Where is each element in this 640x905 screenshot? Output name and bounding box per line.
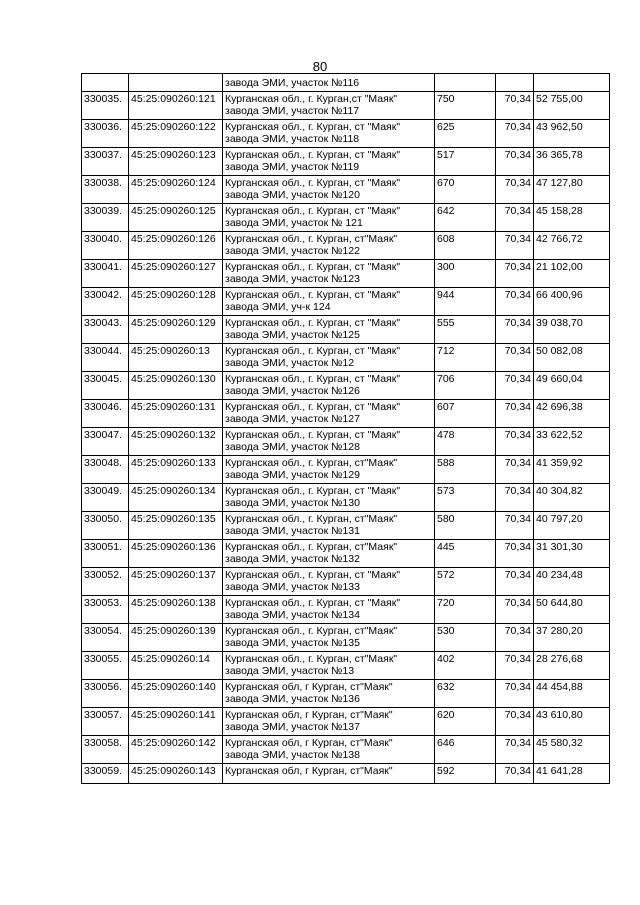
cell-area — [435, 74, 496, 92]
cell-area: 706 — [435, 372, 496, 400]
cell-cost: 45 580,32 — [534, 736, 610, 764]
cell-cost: 66 400,96 — [534, 288, 610, 316]
cell-address — [223, 456, 435, 484]
table-row — [82, 400, 610, 428]
cell-number: 330056. — [82, 680, 129, 708]
table-row — [82, 204, 610, 232]
cell-cost: 37 280,20 — [534, 624, 610, 652]
cell-area: 402 — [435, 652, 496, 680]
table-row — [82, 344, 610, 372]
cell-rate: 70,34 — [496, 120, 534, 148]
cell-address — [223, 372, 435, 400]
cell-cost: 31 301,30 — [534, 540, 610, 568]
cell-address — [223, 232, 435, 260]
address-line-2: завода ЭМИ, участок №130 — [225, 497, 360, 509]
cell-address — [223, 92, 435, 120]
address-line-2: завода ЭМИ, участок №122 — [225, 245, 360, 257]
cell-number: 330053. — [82, 596, 129, 624]
address-line-1: Курганская обл., г. Курган, ст "Маяк" — [225, 149, 401, 161]
cell-cadastral: 45:25:090260:140 — [129, 680, 223, 708]
address-line-2: завода ЭМИ, участок №134 — [225, 609, 360, 621]
address-line-2: завода ЭМИ, участок №135 — [225, 637, 360, 649]
table-row — [82, 288, 610, 316]
cell-number: 330055. — [82, 652, 129, 680]
cell-rate: 70,34 — [496, 456, 534, 484]
address-line-1: Курганская обл., г. Курган, ст "Маяк" — [225, 205, 401, 217]
cell-address — [223, 652, 435, 680]
address-line-2: завода ЭМИ, уч-к 124 — [225, 301, 331, 313]
cell-rate: 70,34 — [496, 540, 534, 568]
cell-cadastral: 45:25:090260:135 — [129, 512, 223, 540]
cell-address — [223, 120, 435, 148]
table-row — [82, 92, 610, 120]
cell-cost: 21 102,00 — [534, 260, 610, 288]
cell-rate: 70,34 — [496, 708, 534, 736]
cell-address — [223, 204, 435, 232]
cell-address — [223, 176, 435, 204]
address-line-1: Курганская обл., г. Курган, ст "Маяк" — [225, 485, 401, 497]
cell-area: 720 — [435, 596, 496, 624]
address-line-1: Курганская обл., г. Курган,ст "Маяк" — [225, 93, 398, 105]
cell-number: 330036. — [82, 120, 129, 148]
cell-cadastral — [129, 74, 223, 92]
cell-rate: 70,34 — [496, 568, 534, 596]
cell-rate: 70,34 — [496, 680, 534, 708]
address-line-1: Курганская обл., г. Курган, ст"Маяк" — [225, 233, 398, 245]
address-line-2: завода ЭМИ, участок №136 — [225, 693, 360, 705]
address-line-2: завода ЭМИ, участок №120 — [225, 189, 360, 201]
table-row — [82, 568, 610, 596]
address-line-2: завода ЭМИ, участок №125 — [225, 329, 360, 341]
table-row — [82, 540, 610, 568]
address-line-2: завода ЭМИ, участок №118 — [225, 133, 360, 145]
cell-cost: 47 127,80 — [534, 176, 610, 204]
table-row — [82, 512, 610, 540]
cell-cadastral: 45:25:090260:125 — [129, 204, 223, 232]
address-line-1: Курганская обл., г. Курган, ст "Маяк" — [225, 345, 401, 357]
cell-cost: 28 276,68 — [534, 652, 610, 680]
address-line-2: завода ЭМИ, участок №117 — [225, 105, 360, 117]
cell-address — [223, 428, 435, 456]
cell-rate — [496, 74, 534, 92]
cell-rate: 70,34 — [496, 484, 534, 512]
cell-cost: 42 696,38 — [534, 400, 610, 428]
cell-cost: 41 641,28 — [534, 764, 610, 784]
cell-address — [223, 540, 435, 568]
cell-address — [223, 400, 435, 428]
cell-address — [223, 708, 435, 736]
address-line-1: Курганская обл, г Курган, ст"Маяк" — [225, 737, 393, 749]
cell-cadastral: 45:25:090260:130 — [129, 372, 223, 400]
cell-cadastral: 45:25:090260:131 — [129, 400, 223, 428]
cell-number: 330041. — [82, 260, 129, 288]
address-line-2: завода ЭМИ, участок №137 — [225, 721, 360, 733]
cell-rate: 70,34 — [496, 400, 534, 428]
cell-number: 330046. — [82, 400, 129, 428]
cell-cost: 43 962,50 — [534, 120, 610, 148]
cell-area: 607 — [435, 400, 496, 428]
cell-cadastral: 45:25:090260:122 — [129, 120, 223, 148]
cell-area: 944 — [435, 288, 496, 316]
cell-number: 330045. — [82, 372, 129, 400]
cell-cost: 44 454,88 — [534, 680, 610, 708]
cell-cost: 52 755,00 — [534, 92, 610, 120]
cell-area: 632 — [435, 680, 496, 708]
cell-number: 330058. — [82, 736, 129, 764]
address-line-1: Курганская обл., г. Курган, ст "Маяк" — [225, 401, 401, 413]
cell-number: 330038. — [82, 176, 129, 204]
cell-number: 330047. — [82, 428, 129, 456]
cell-address: завода ЭМИ, участок №116 — [223, 74, 435, 92]
cell-cadastral: 45:25:090260:132 — [129, 428, 223, 456]
address-line-1: Курганская обл., г. Курган, ст"Маяк" — [225, 513, 398, 525]
cell-rate: 70,34 — [496, 204, 534, 232]
address-line-1: Курганская обл., г. Курган, ст"Маяк" — [225, 541, 398, 553]
cell-area: 572 — [435, 568, 496, 596]
cell-number: 330037. — [82, 148, 129, 176]
cell-address — [223, 680, 435, 708]
cell-number: 330050. — [82, 512, 129, 540]
address-line-1: Курганская обл., г. Курган, ст "Маяк" — [225, 121, 401, 133]
cell-cadastral: 45:25:090260:133 — [129, 456, 223, 484]
cell-cadastral: 45:25:090260:138 — [129, 596, 223, 624]
cell-cadastral: 45:25:090260:136 — [129, 540, 223, 568]
address-line-2: завода ЭМИ, участок №12 — [225, 357, 355, 369]
table-row — [82, 456, 610, 484]
cell-number: 330049. — [82, 484, 129, 512]
table-row — [82, 372, 610, 400]
cell-area: 445 — [435, 540, 496, 568]
cell-area: 517 — [435, 148, 496, 176]
cell-cost: 41 359,92 — [534, 456, 610, 484]
address-line-2: завода ЭМИ, участок №138 — [225, 749, 360, 761]
address-line-2: завода ЭМИ, участок №132 — [225, 553, 360, 565]
cell-cadastral: 45:25:090260:137 — [129, 568, 223, 596]
table-body — [82, 74, 610, 784]
cell-address — [223, 512, 435, 540]
table-row — [82, 764, 610, 784]
cell-address — [223, 568, 435, 596]
cell-area: 592 — [435, 764, 496, 784]
cell-number: 330054. — [82, 624, 129, 652]
address-line-2: завода ЭМИ, участок №131 — [225, 525, 360, 537]
cell-cost: 49 660,04 — [534, 372, 610, 400]
table-row — [82, 736, 610, 764]
cell-area: 620 — [435, 708, 496, 736]
cell-address — [223, 260, 435, 288]
address-line-1: Курганская обл., г. Курган, ст"Маяк" — [225, 457, 398, 469]
cell-cost: 40 304,82 — [534, 484, 610, 512]
address-line-1: Курганская обл., г. Курган, ст "Маяк" — [225, 597, 401, 609]
cell-area: 573 — [435, 484, 496, 512]
cell-rate: 70,34 — [496, 288, 534, 316]
address-line-2: завода ЭМИ, участок №13 — [225, 665, 355, 677]
cell-address — [223, 764, 435, 784]
cell-area: 580 — [435, 512, 496, 540]
cell-number: 330042. — [82, 288, 129, 316]
cell-cadastral: 45:25:090260:124 — [129, 176, 223, 204]
cell-rate: 70,34 — [496, 624, 534, 652]
cell-rate: 70,34 — [496, 372, 534, 400]
address-line-1: Курганская обл., г. Курган, ст "Маяк" — [225, 177, 401, 189]
cell-rate: 70,34 — [496, 148, 534, 176]
cell-area: 670 — [435, 176, 496, 204]
cell-number — [82, 74, 129, 92]
address-line-2: завода ЭМИ, участок №127 — [225, 413, 360, 425]
cell-number: 330048. — [82, 456, 129, 484]
cell-cadastral: 45:25:090260:127 — [129, 260, 223, 288]
cell-cadastral: 45:25:090260:143 — [129, 764, 223, 784]
address-line-1: Курганская обл., г. Курган, ст "Маяк" — [225, 429, 401, 441]
cell-cadastral: 45:25:090260:14 — [129, 652, 223, 680]
cell-number: 330051. — [82, 540, 129, 568]
cell-area: 300 — [435, 260, 496, 288]
cell-number: 330052. — [82, 568, 129, 596]
cell-cost: 45 158,28 — [534, 204, 610, 232]
address-line-2: завода ЭМИ, участок №129 — [225, 469, 360, 481]
cell-address — [223, 148, 435, 176]
table-row — [82, 316, 610, 344]
cell-cost — [534, 74, 610, 92]
cell-address — [223, 316, 435, 344]
page-number: 80 — [312, 59, 328, 74]
cell-rate: 70,34 — [496, 652, 534, 680]
cell-address — [223, 624, 435, 652]
cell-area: 646 — [435, 736, 496, 764]
cell-cadastral: 45:25:090260:139 — [129, 624, 223, 652]
cell-number: 330039. — [82, 204, 129, 232]
cell-cost: 33 622,52 — [534, 428, 610, 456]
cell-rate: 70,34 — [496, 176, 534, 204]
cell-cadastral: 45:25:090260:121 — [129, 92, 223, 120]
cell-cadastral: 45:25:090260:126 — [129, 232, 223, 260]
address-line-1: Курганская обл., г. Курган, ст "Маяк" — [225, 289, 401, 301]
cell-area: 608 — [435, 232, 496, 260]
address-line-2: завода ЭМИ, участок №128 — [225, 441, 360, 453]
cell-rate: 70,34 — [496, 764, 534, 784]
cell-cadastral: 45:25:090260:123 — [129, 148, 223, 176]
address-line-2: завода ЭМИ, участок №126 — [225, 385, 360, 397]
table-row — [82, 680, 610, 708]
address-line-2: завода ЭМИ, участок №133 — [225, 581, 360, 593]
cell-area: 588 — [435, 456, 496, 484]
address-line-2: завода ЭМИ, участок №123 — [225, 273, 360, 285]
cell-cost: 43 610,80 — [534, 708, 610, 736]
cell-number: 330057. — [82, 708, 129, 736]
cell-rate: 70,34 — [496, 428, 534, 456]
cell-number: 330059. — [82, 764, 129, 784]
table-row — [82, 652, 610, 680]
address-line-1: Курганская обл, г Курган, ст"Маяк" — [225, 709, 393, 721]
cell-cost: 50 644,80 — [534, 596, 610, 624]
cell-rate: 70,34 — [496, 736, 534, 764]
address-line-2: завода ЭМИ, участок № 121 — [225, 217, 363, 229]
address-line-1: Курганская обл., г. Курган, ст "Маяк" — [225, 373, 401, 385]
cell-cadastral: 45:25:090260:128 — [129, 288, 223, 316]
address-line-1: Курганская обл, г Курган, ст"Маяк" — [225, 681, 393, 693]
cell-area: 750 — [435, 92, 496, 120]
table-row — [82, 148, 610, 176]
cell-address — [223, 484, 435, 512]
cell-cadastral: 45:25:090260:13 — [129, 344, 223, 372]
table-row — [82, 708, 610, 736]
cell-rate: 70,34 — [496, 344, 534, 372]
cell-rate: 70,34 — [496, 316, 534, 344]
cell-cadastral: 45:25:090260:141 — [129, 708, 223, 736]
table-row — [82, 120, 610, 148]
cell-cadastral: 45:25:090260:134 — [129, 484, 223, 512]
cell-cost: 36 365,78 — [534, 148, 610, 176]
cell-address — [223, 288, 435, 316]
table-row — [82, 428, 610, 456]
cell-number: 330044. — [82, 344, 129, 372]
cell-area: 712 — [435, 344, 496, 372]
cell-cadastral: 45:25:090260:142 — [129, 736, 223, 764]
table-row — [82, 232, 610, 260]
address-line-1: Курганская обл, г Курган, ст"Маяк" — [225, 765, 393, 777]
cell-cost: 39 038,70 — [534, 316, 610, 344]
address-line-1: Курганская обл., г. Курган, ст "Маяк" — [225, 569, 401, 581]
land-plots-table — [81, 73, 610, 784]
table-row — [82, 74, 610, 92]
cell-area: 642 — [435, 204, 496, 232]
cell-cost: 40 797,20 — [534, 512, 610, 540]
cell-area: 530 — [435, 624, 496, 652]
cell-address — [223, 344, 435, 372]
cell-number: 330040. — [82, 232, 129, 260]
cell-rate: 70,34 — [496, 260, 534, 288]
cell-address — [223, 596, 435, 624]
cell-rate: 70,34 — [496, 92, 534, 120]
address-line-1: Курганская обл., г. Курган, ст"Маяк" — [225, 653, 398, 665]
cell-rate: 70,34 — [496, 232, 534, 260]
table-row — [82, 624, 610, 652]
address-line-1: Курганская обл., г. Курган, ст"Маяк" — [225, 625, 398, 637]
table-row — [82, 176, 610, 204]
cell-cadastral: 45:25:090260:129 — [129, 316, 223, 344]
cell-cost: 50 082,08 — [534, 344, 610, 372]
cell-address — [223, 736, 435, 764]
table-row — [82, 484, 610, 512]
cell-number: 330043. — [82, 316, 129, 344]
cell-area: 478 — [435, 428, 496, 456]
address-line-1: Курганская обл., г. Курган, ст "Маяк" — [225, 317, 401, 329]
address-line-2: завода ЭМИ, участок №119 — [225, 161, 360, 173]
address-line-1: Курганская обл., г. Курган, ст "Маяк" — [225, 261, 401, 273]
cell-number: 330035. — [82, 92, 129, 120]
cell-rate: 70,34 — [496, 596, 534, 624]
cell-area: 555 — [435, 316, 496, 344]
table-row — [82, 260, 610, 288]
cell-cost: 40 234,48 — [534, 568, 610, 596]
cell-area: 625 — [435, 120, 496, 148]
cell-cost: 42 766,72 — [534, 232, 610, 260]
table-row — [82, 596, 610, 624]
cell-rate: 70,34 — [496, 512, 534, 540]
